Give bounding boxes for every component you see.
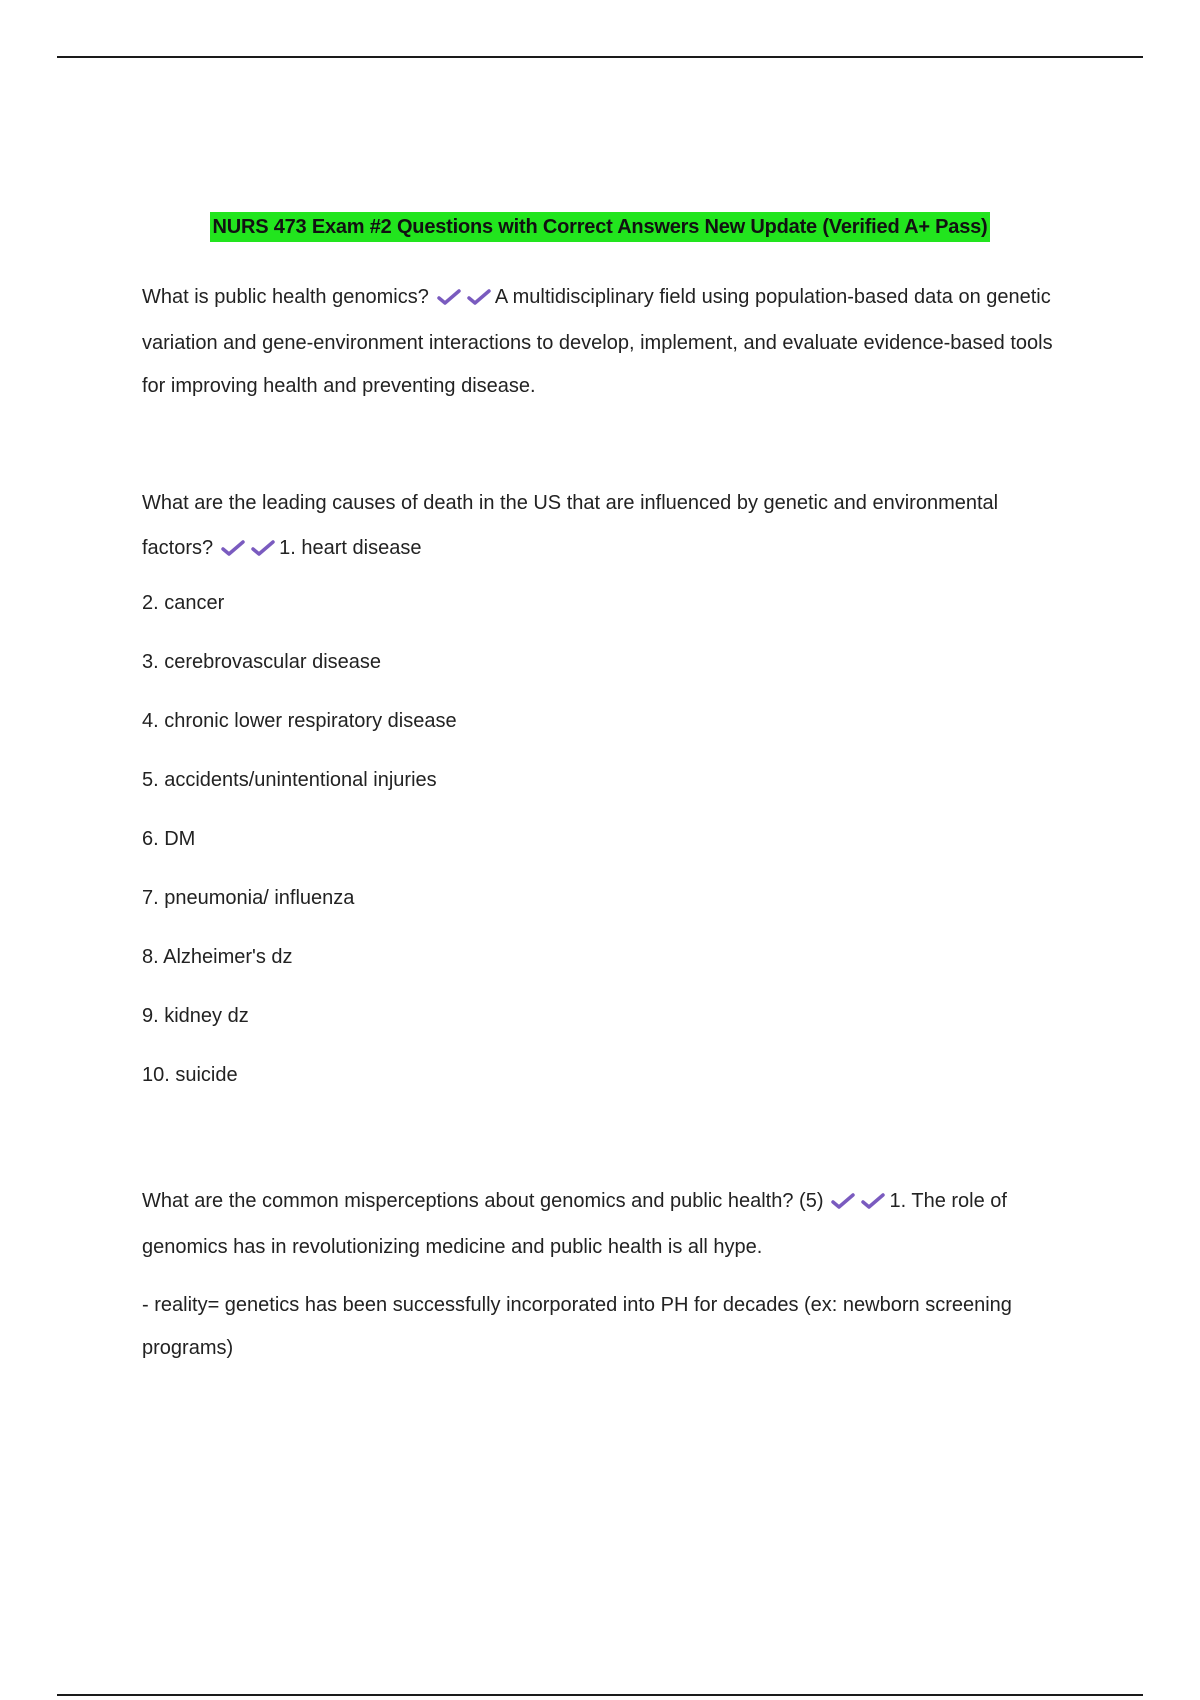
answer-text: A multidisciplinary field using population-based data on genetic variation and gene-environment interactions to develop, implement, and evaluate evidence-based tools for improving health and preventing disease. (142, 286, 1053, 397)
bottom-rule (57, 1694, 1143, 1696)
qa-item-3 (142, 1180, 1062, 1370)
list-item: 7. pneumonia/ influenza (142, 887, 355, 909)
qa-item-2 (142, 481, 1062, 574)
check-marks (221, 529, 275, 574)
check-icon (861, 1192, 885, 1210)
list-item: 3. cerebrovascular disease (142, 651, 382, 673)
check-marks (831, 1183, 885, 1226)
answer-text: 1. The role of genomics has in revolutionizing medicine and public health is all hype. (142, 1190, 1007, 1258)
list-item: 5. accidents/unintentional injuries (142, 769, 437, 791)
list-item: 9. kidney dz (142, 1005, 249, 1027)
qa-item-1 (142, 276, 1062, 408)
question-text: What is public health genomics? (142, 286, 429, 308)
list-item: 10. suicide (142, 1064, 238, 1086)
document-title-wrap (0, 212, 1200, 242)
check-icon (831, 1192, 855, 1210)
list-item: 4. chronic lower respiratory disease (142, 710, 457, 732)
check-icon (437, 288, 461, 306)
check-icon (467, 288, 491, 306)
top-rule (57, 56, 1143, 58)
document-title: NURS 473 Exam #2 Questions with Correct Answers New Update (Verified A+ Pass) (210, 212, 989, 242)
list-item: 6. DM (142, 828, 196, 850)
check-icon (221, 539, 245, 557)
question-text: What are the common misperceptions about genomics and public health? (5) (142, 1190, 824, 1212)
answer-text: 1. heart disease (279, 537, 422, 559)
list-item: 2. cancer (142, 592, 225, 614)
list-item: 8. Alzheimer's dz (142, 946, 293, 968)
check-marks (437, 279, 491, 322)
reality-note: - reality= genetics has been successfully incorporated into PH for decades (ex: newborn screening programs) (142, 1294, 1012, 1359)
question-text: What are the leading causes of death in the US that are influenced by genetic and environmental factors? (142, 492, 999, 559)
check-icon (251, 539, 275, 557)
